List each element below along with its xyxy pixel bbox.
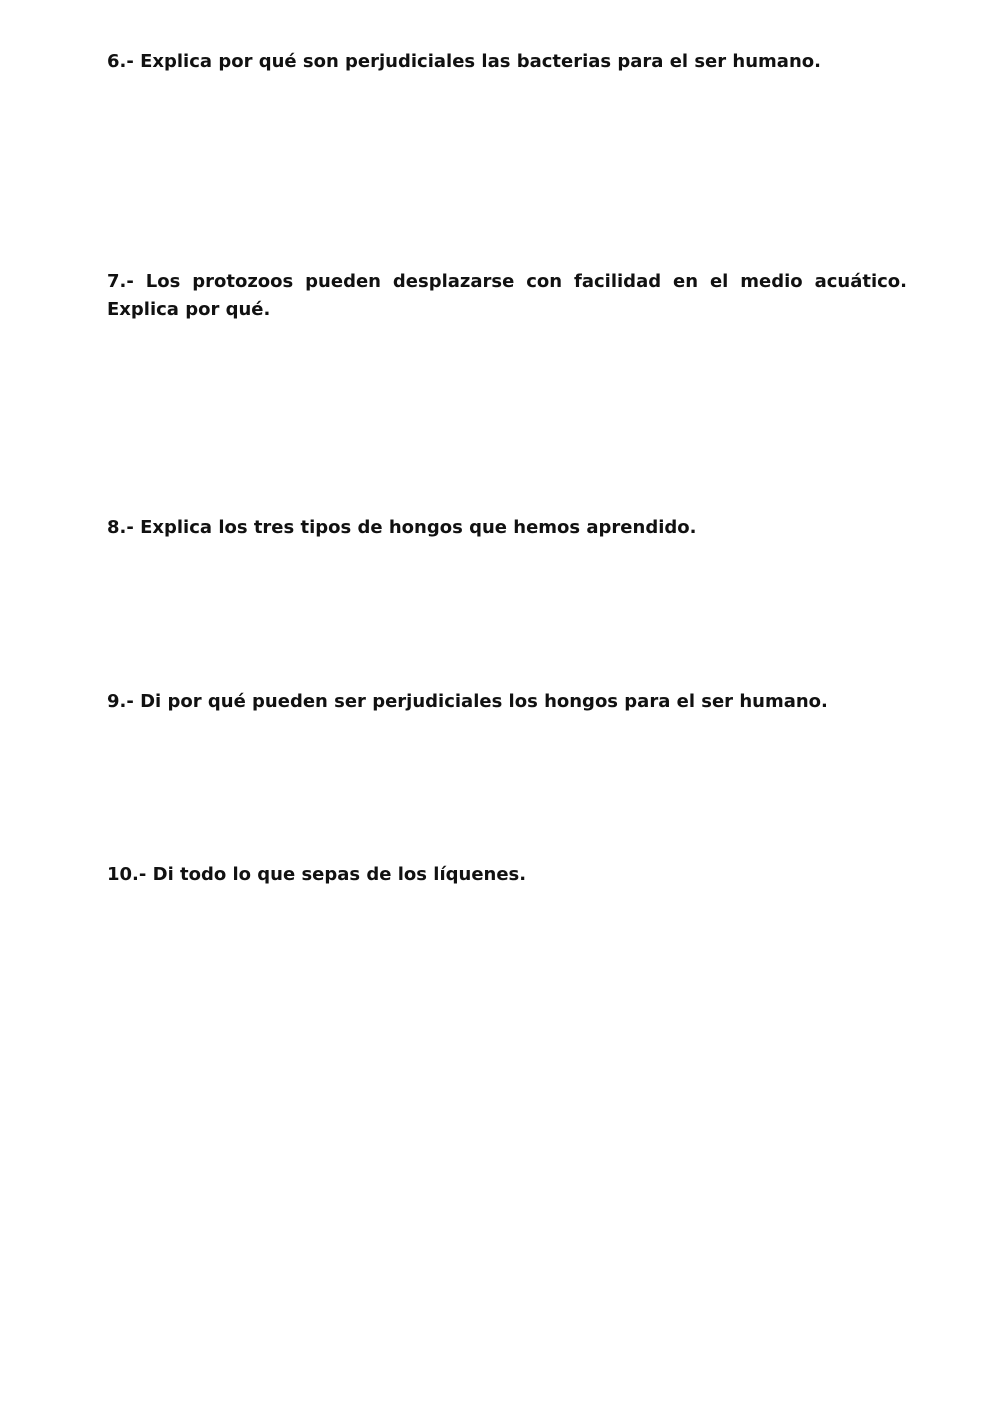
question-6: 6.- Explica por qué son perjudiciales las bacterias para el ser humano. bbox=[107, 51, 821, 72]
question-10: 10.- Di todo lo que sepas de los líquenes. bbox=[107, 864, 527, 885]
question-8: 8.- Explica los tres tipos de hongos que hemos aprendido. bbox=[107, 517, 697, 538]
question-7: 7.- Los protozoos pueden desplazarse con facilidad en el medio acuático. Explica por qué. bbox=[107, 271, 907, 320]
question-9: 9.- Di por qué pueden ser perjudiciales los hongos para el ser humano. bbox=[107, 691, 828, 712]
